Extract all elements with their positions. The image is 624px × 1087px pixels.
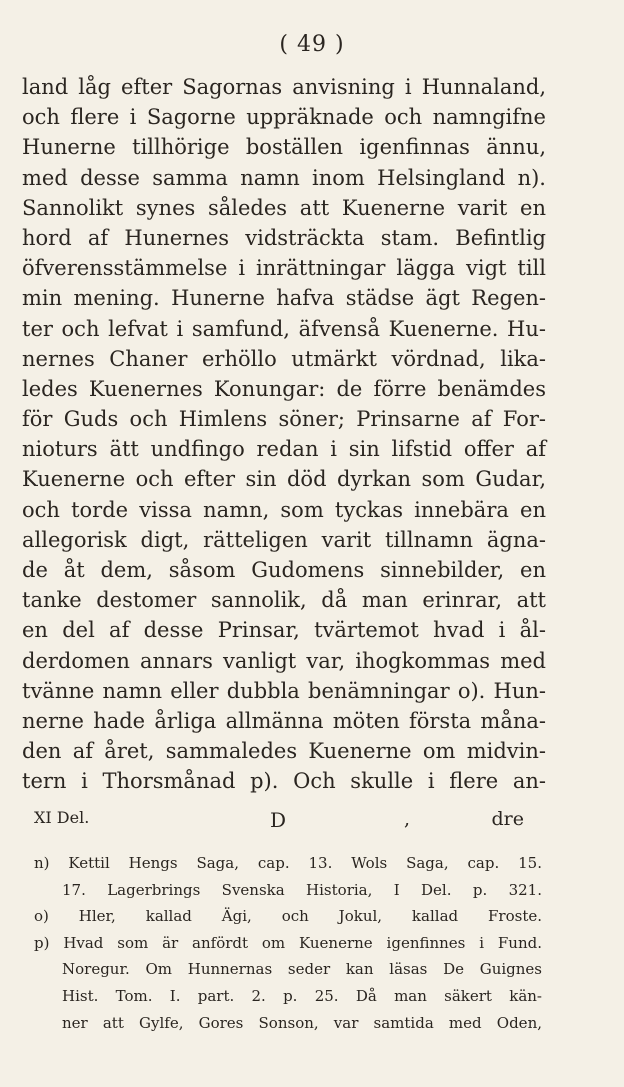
footnote-line: o) Hler, kallad Ägi, och Jokul, kallad Froste. bbox=[34, 907, 542, 926]
catchword: dre bbox=[491, 808, 524, 830]
text-line: nioturs ätt undfingo redan i sin lifstid offer af bbox=[22, 437, 546, 462]
text-line: tanke destomer sannolik, då man erinrar, att bbox=[22, 588, 546, 613]
text-line: Sannolikt synes således att Kuenerne varit en bbox=[22, 195, 546, 220]
text-line: land låg efter Sagornas anvisning i Hunnaland, bbox=[22, 75, 546, 99]
footnote-line: p) Hvad som är anfördt om Kuenerne igenfinnes i Fund. bbox=[34, 933, 542, 952]
text-line: allegorisk digt, rätteligen varit tillnamn ägna- bbox=[22, 527, 546, 552]
footnote-line: ner att Gylfe, Gores Sonson, var samtida med Oden, bbox=[62, 1013, 542, 1032]
text-line: derdomen annars vanligt var, ihogkommas med bbox=[22, 648, 546, 673]
footnote-line: n) Kettil Hengs Saga, cap. 13. Wols Saga, cap. 15. bbox=[34, 854, 542, 872]
body-text bbox=[22, 72, 546, 797]
page-footer bbox=[34, 808, 524, 838]
footnote-line: 17. Lagerbrings Svenska Historia, I Del. p. 321. bbox=[62, 880, 542, 899]
footnote-line: Noregur. Om Hunnernas seder kan läsas De Guignes bbox=[62, 960, 542, 979]
text-line: en del af desse Prinsar, tvärtemot hvad i ål- bbox=[22, 618, 546, 643]
text-line: Hunerne tillhörige boställen igenfinnas ännu, bbox=[22, 135, 546, 160]
text-line: ledes Kuenernes Konungar: de förre benämdes bbox=[22, 376, 546, 401]
text-line: nerne hade årliga allmänna möten första måna- bbox=[22, 708, 546, 733]
text-line: och flere i Sagorne uppräknade och namngifne bbox=[22, 105, 546, 130]
volume-mark: XI Del. bbox=[34, 808, 90, 827]
signature-mark: D bbox=[270, 808, 287, 832]
text-line: för Guds och Himlens söner; Prinsarne af For- bbox=[22, 407, 546, 432]
text-line: nernes Chaner erhöllo utmärkt vördnad, lika- bbox=[22, 346, 546, 371]
text-line: den af året, sammaledes Kuenerne om midvin- bbox=[22, 739, 546, 764]
footnote-line: Hist. Tom. I. part. 2. p. 25. Då man säkert kän- bbox=[62, 986, 542, 1005]
text-line: min mening. Hunerne hafva städse ägt Regen- bbox=[22, 286, 546, 311]
footer-comma: , bbox=[404, 808, 411, 830]
text-line: ter och lefvat i samfund, äfvenså Kuenerne. Hu- bbox=[22, 316, 546, 341]
text-line: tvänne namn eller dubbla benämningar o). Hun- bbox=[22, 678, 546, 703]
text-line: Kuenerne och efter sin död dyrkan som Gudar, bbox=[22, 467, 546, 492]
page-number: ( 49 ) bbox=[279, 32, 345, 57]
text-line: öfverensstämmelse i inrättningar lägga vigt till bbox=[22, 256, 546, 281]
text-line: de åt dem, såsom Gudomens sinnebilder, en bbox=[22, 558, 546, 582]
text-line: och torde vissa namn, som tyckas innebära en bbox=[22, 497, 546, 522]
text-line: tern i Thorsmånad p). Och skulle i flere an- bbox=[22, 769, 546, 794]
text-line: med desse samma namn inom Helsingland n). bbox=[22, 165, 546, 190]
footnotes bbox=[34, 850, 542, 1036]
text-line: hord af Hunernes vidsträckta stam. Befintlig bbox=[22, 225, 546, 250]
